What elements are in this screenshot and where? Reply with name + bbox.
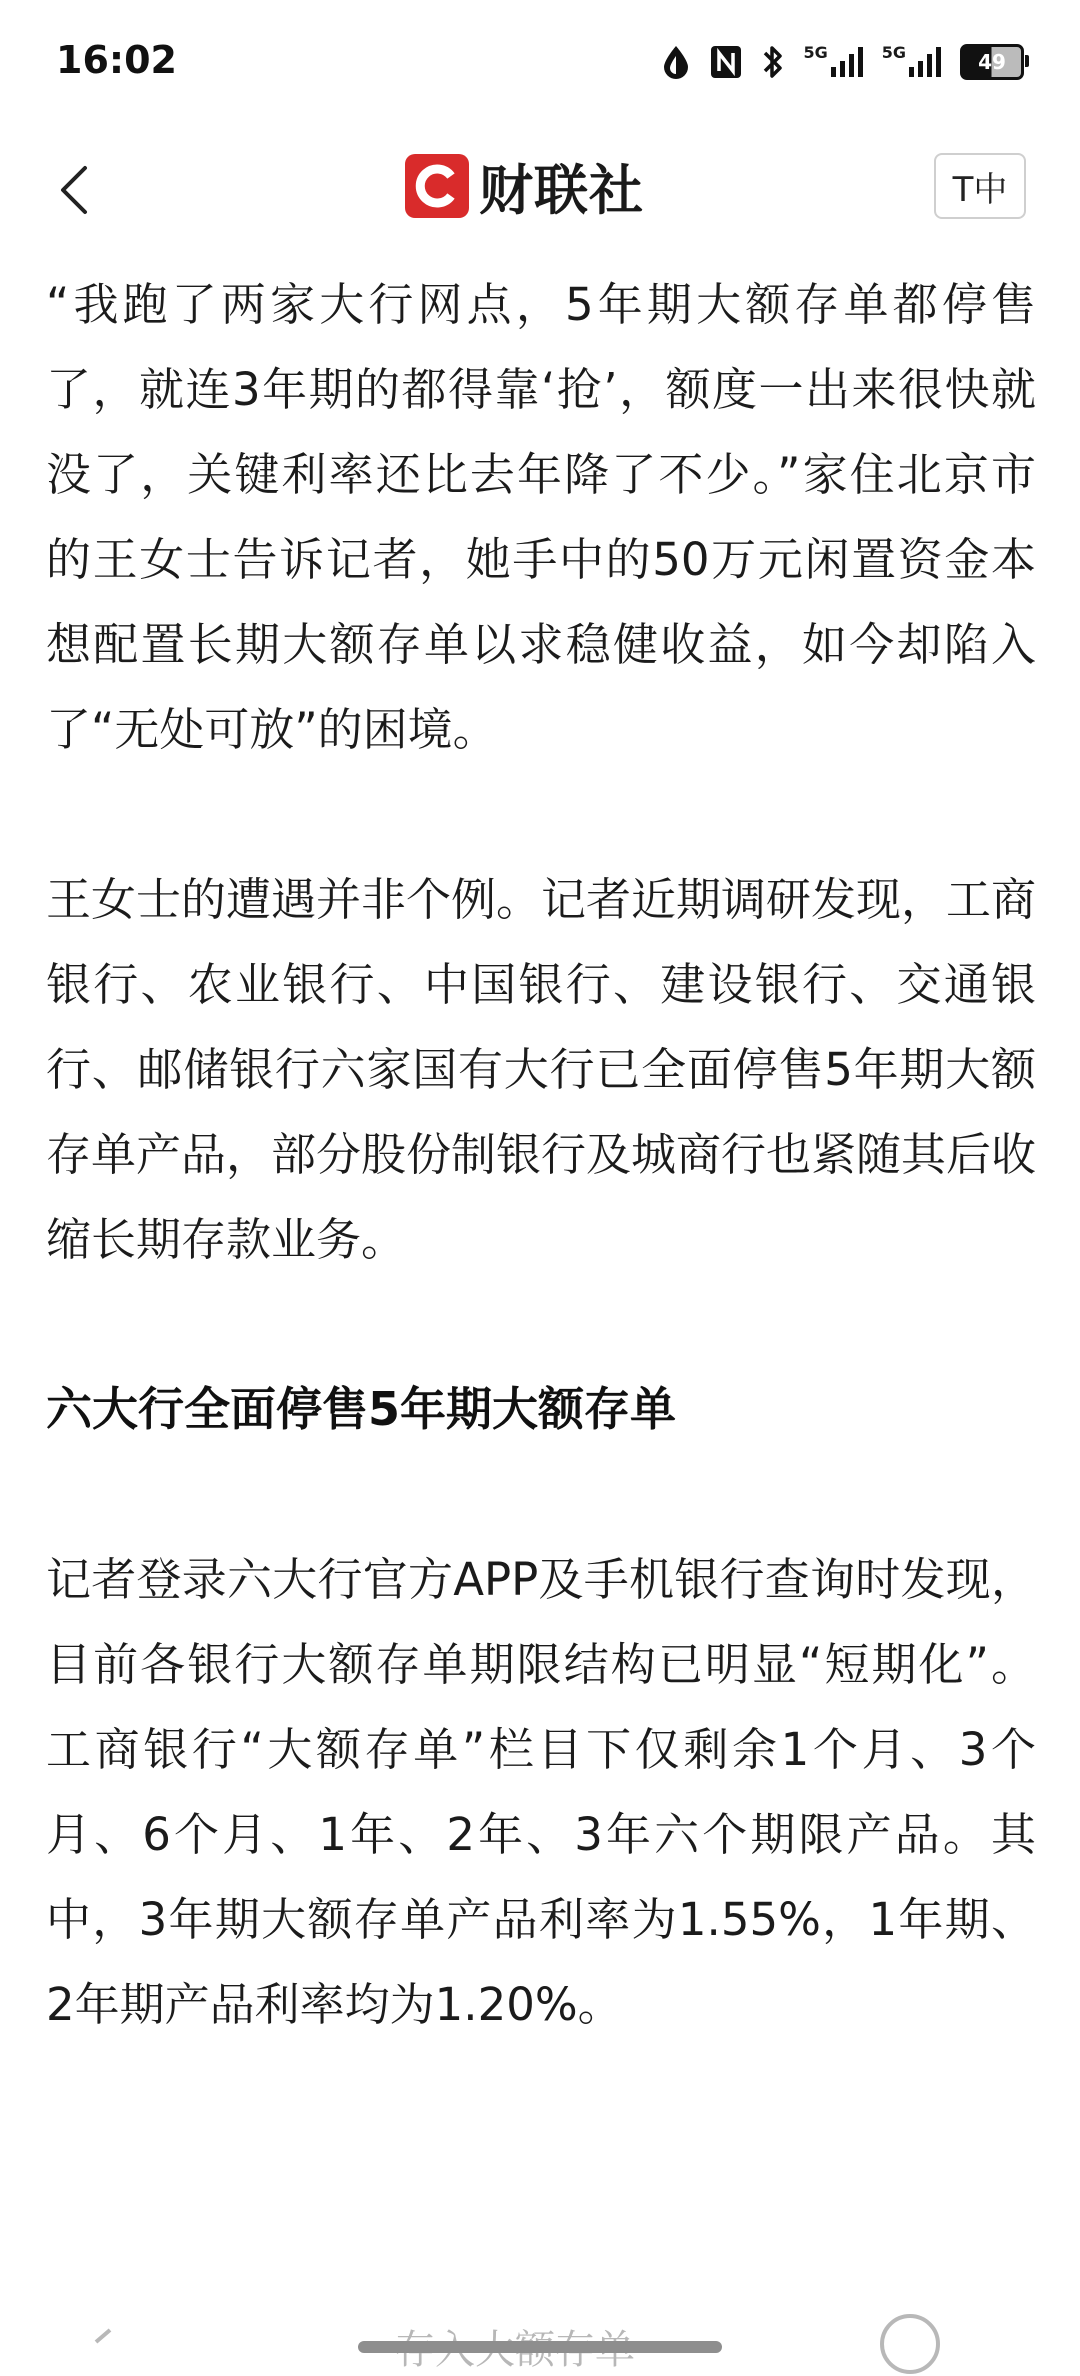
back-button[interactable] [40, 155, 110, 225]
status-bar [0, 0, 1080, 125]
app-logo [405, 151, 644, 221]
circle-icon[interactable] [880, 2314, 940, 2374]
article-subheading: 六大行全面停售5年期大额存单 [46, 1382, 677, 1436]
status-icons [661, 36, 1024, 88]
nfc-icon [709, 44, 743, 80]
app-header [0, 125, 1080, 245]
water-drop-icon [661, 44, 691, 80]
font-size-button[interactable]: T中 [934, 153, 1026, 219]
article-paragraph: 王女士的遭遇并非个例。记者近期调研发现，工商银行、农业银行、中国银行、建设银行、交通银行、邮储银行六家国有大行已全面停售5年期大额存单产品，部分股份制银行及城商行也紧随其后收缩长期存款业务。 [46, 873, 1037, 1266]
battery-icon: 49 [960, 44, 1024, 80]
bottom-toolbar [0, 2296, 1080, 2376]
chevron-left-icon [55, 164, 95, 216]
logo-text: 财联社 [479, 158, 644, 222]
chevron-left-icon[interactable] [88, 2326, 118, 2356]
home-indicator[interactable] [358, 2341, 722, 2353]
signal-icon: 5G [882, 45, 942, 79]
article-paragraph: 记者登录六大行官方APP及手机银行查询时发现，目前各银行大额存单期限结构已明显“短期化”。工商银行“大额存单”栏目下仅剩余1个月、3个月、6个月、1年、2年、3年六个期限产品。其中，3年期大额存单产品利率为1.55%，1年期、2年期产品利率均为1.20%。 [46, 1553, 1036, 2031]
bluetooth-icon [761, 43, 785, 81]
signal-icon: 5G [803, 45, 863, 79]
logo-c-icon [405, 154, 469, 218]
article-body [46, 262, 1036, 2047]
article-paragraph: “我跑了两家大行网点，5年期大额存单都停售了，就连3年期的都得靠‘抢’，额度一出来很快就没了，关键利率还比去年降了不少。”家住北京市的王女士告诉记者，她手中的50万元闲置资金本想配置长期大额存单以求稳健收益，如今却陷入了“无处可放”的困境。 [46, 278, 1036, 756]
status-time: 16:02 [56, 38, 177, 82]
